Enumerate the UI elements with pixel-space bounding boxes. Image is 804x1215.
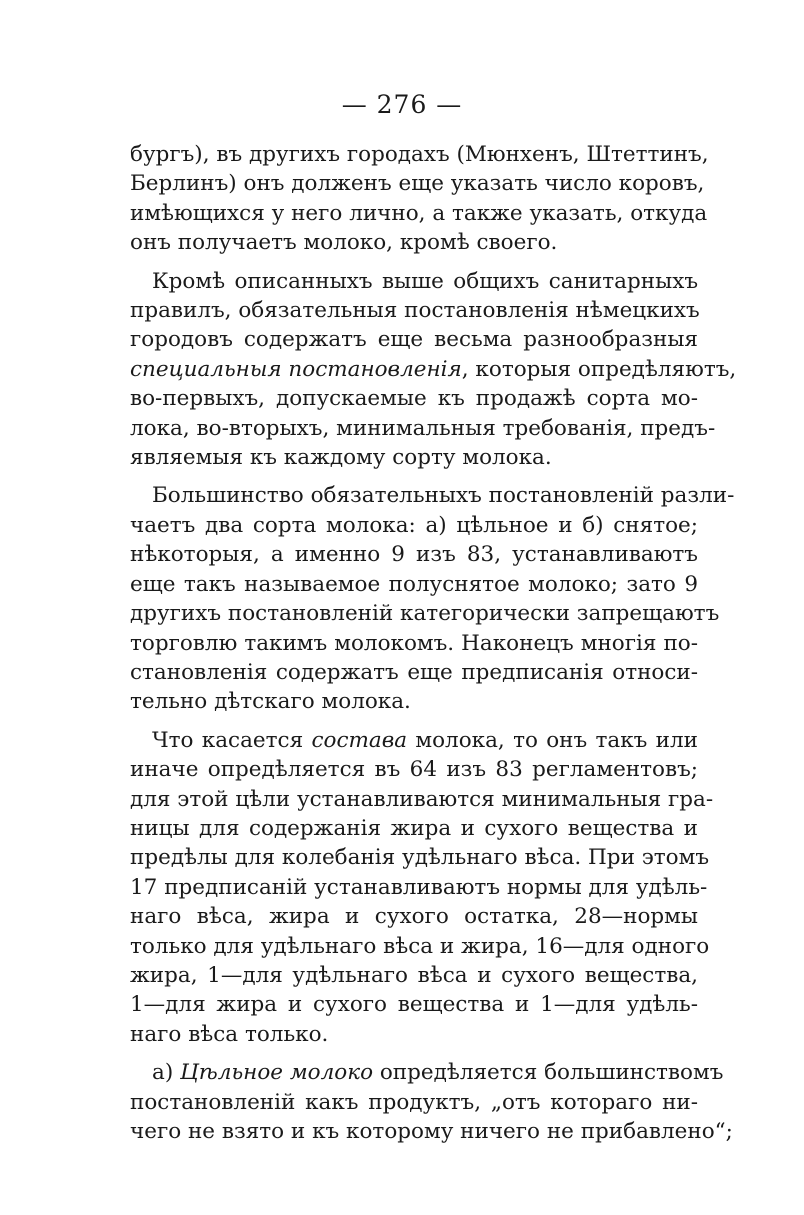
text-line: Берлинъ) онъ долженъ еще указать число коровъ, [130,171,705,197]
text-line: еще такъ называемое полуснятое молоко; зато 9 [130,571,698,597]
paragraph-4 [130,726,714,1049]
text-line: тельно дѣтскаго молока. [130,689,411,715]
paragraph-3 [130,481,735,716]
text-run: молока, то онъ такъ или [407,727,699,753]
paragraph-1 [130,140,709,258]
text-line: другихъ постановленій категорически запрещаютъ [130,601,720,627]
text-line: предѣлы для колебанія удѣльнаго вѣса. При этомъ [130,845,710,871]
italic-term: состава [311,727,408,753]
text-line: Кромѣ описанныхъ выше общихъ санитарныхъ [152,268,698,294]
text-line: имѣющихся у него лично, а также указать, откуда [130,200,708,226]
text-line: правилъ, обязательныя постановленія нѣмецкихъ [130,298,700,324]
text-line: только для удѣльнаго вѣса и жира, 16—для одного [130,933,710,959]
paragraph-2 [130,267,737,473]
text-run: , которыя опредѣляютъ, [461,356,737,382]
text-line: наго вѣса, жира и сухого остатка, 28—нормы [130,904,698,930]
text-line: бургъ), въ другихъ городахъ (Мюнхенъ, Штеттинъ, [130,142,709,167]
text-run: Что касается [152,727,312,753]
text-line: наго вѣса только. [130,1021,329,1047]
paragraph-5 [130,1058,733,1146]
text-line: ницы для содержанія жира и сухого вещества и [130,815,698,841]
text-line: онъ получаетъ молоко, кромѣ своего. [130,230,558,256]
text-line: городовъ содержатъ еще весьма разнообразныя [130,327,698,353]
text-line-mixed [130,1058,724,1087]
text-run: опредѣляется большинствомъ [373,1060,724,1086]
text-line: становленія содержатъ еще предписанія относи- [130,659,698,685]
text-line: 17 предписаній устанавливаютъ нормы для удѣль- [130,874,708,900]
text-line: чаетъ два сорта молока: а) цѣльное и б) снятое; [130,512,698,538]
text-line-mixed [130,355,737,384]
italic-term: Цѣльное молоко [180,1060,374,1086]
text-line: являемыя къ каждому сорту молока. [130,445,552,471]
body-text [130,140,737,1155]
text-line: иначе опредѣляется въ 64 изъ 83 регламентовъ; [130,757,698,783]
text-line: жира, 1—для удѣльнаго вѣса и сухого вещества, [130,962,698,988]
text-line: во-первыхъ, допускаемые къ продажѣ сорта мо- [130,386,698,412]
page-number: — 276 — [341,90,463,119]
text-line: постановленій какъ продуктъ, „отъ котораго ни- [130,1089,698,1115]
text-line: Большинство обязательныхъ постановленій разли- [152,483,735,509]
text-line: 1—для жира и сухого вещества и 1—для удѣль- [130,992,698,1018]
text-line: для этой цѣли устанавливаются минимальныя гра- [130,786,714,812]
text-line: торговлю такимъ молокомъ. Наконецъ многія по- [130,630,698,656]
text-line: нѣкоторыя, а именно 9 изъ 83, устанавливаютъ [130,542,698,568]
italic-term: специальныя постановленія [130,356,462,382]
text-line-mixed [130,726,698,755]
text-line: лока, во-вторыхъ, минимальныя требованія, предъ- [130,415,716,441]
text-line: чего не взято и къ которому ничего не прибавлено“; [130,1119,733,1144]
text-run: а) [152,1060,181,1086]
